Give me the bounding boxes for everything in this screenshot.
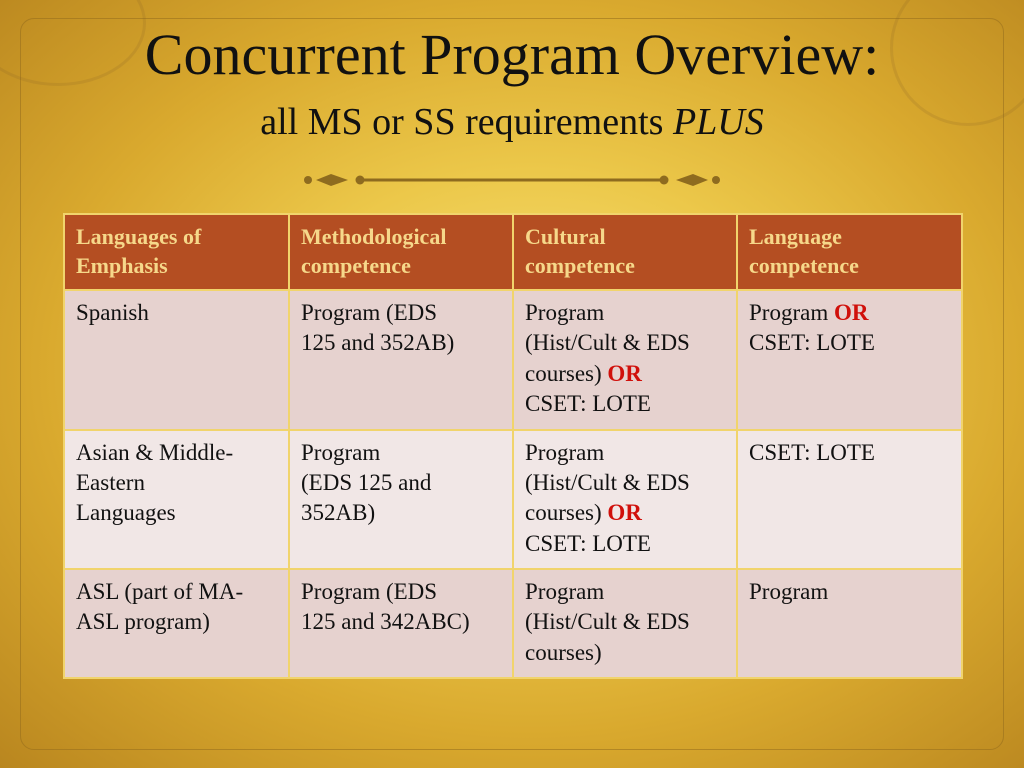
or-keyword: OR <box>607 500 642 526</box>
subtitle-text: all MS or SS requirements <box>260 101 673 143</box>
table-header-row <box>64 214 962 290</box>
slide-title: Concurrent Program Overview: <box>144 22 880 87</box>
cell-language-competence: Program <box>737 569 962 678</box>
header-cultural-competence: Cultural competence <box>513 214 737 290</box>
or-keyword: OR <box>833 300 869 326</box>
cell-language: Asian & Middle- Eastern Languages <box>64 430 289 569</box>
cell-language-competence: CSET: LOTE <box>737 430 962 569</box>
cell-methodological: Program (EDS 125 and 342ABC) <box>289 569 513 678</box>
cell-language: ASL (part of MA- ASL program) <box>64 569 289 678</box>
cell-cultural: Program (Hist/Cult & EDS courses) OR CSET: LOTE <box>513 290 737 429</box>
cell-methodological: Program (EDS 125 and 352AB) <box>289 290 513 429</box>
program-table <box>63 213 963 679</box>
cell-cultural: Program (Hist/Cult & EDS courses) OR CSET: LOTE <box>513 430 737 569</box>
header-methodological-competence: Methodological competence <box>289 214 513 290</box>
cell-language-competence: Program OR CSET: LOTE <box>737 290 962 429</box>
header-languages-of-emphasis: Languages of Emphasis <box>64 214 289 290</box>
cell-language: Spanish <box>64 290 289 429</box>
ornament-divider <box>298 166 726 194</box>
table-row-asian-middle-eastern <box>64 430 962 569</box>
table-row-asl <box>64 569 962 678</box>
cell-methodological: Program (EDS 125 and 352AB) <box>289 430 513 569</box>
header-language-competence: Language competence <box>737 214 962 290</box>
slide-subtitle <box>0 103 1024 141</box>
table-row-spanish <box>64 290 962 429</box>
or-keyword: OR <box>607 360 642 386</box>
cell-cultural: Program (Hist/Cult & EDS courses) <box>513 569 737 678</box>
subtitle-emphasis: PLUS <box>672 101 764 143</box>
